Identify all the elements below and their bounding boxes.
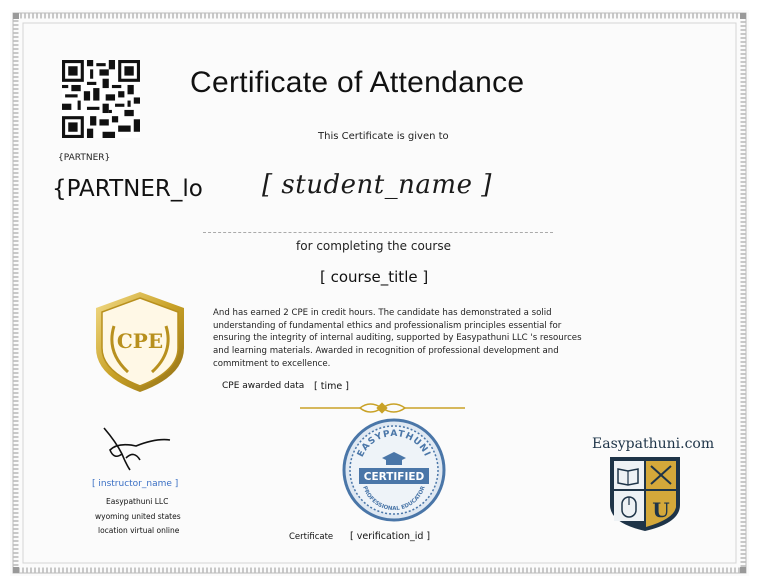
qr-code-icon	[62, 60, 140, 138]
certificate-description: And has earned 2 CPE in credit hours. The candidate has demonstrated a solid understanding of fundamental ethics and professionalism principles essential for ensuring the integrity of internal auditing, supported by Easypathuni LLC 's resources and learning materials. Awarded in recognition of professional development and commitment to excellence.	[213, 308, 582, 369]
completing-text: for completing the course	[296, 239, 451, 253]
corner-mark	[740, 567, 746, 573]
instructor-name: [ instructor_name ]	[92, 479, 179, 489]
certified-seal-icon	[342, 418, 446, 522]
cpe-awarded-label: CPE awarded data	[222, 381, 305, 391]
certificate-label: Certificate	[289, 532, 334, 542]
cpe-badge-text: CPE	[116, 329, 164, 353]
brand-name: Easypathuni.com	[592, 436, 715, 452]
brand-shield-letter: U	[652, 498, 670, 522]
cpe-awarded-time: [ time ]	[314, 381, 349, 392]
brand-shield-logo	[608, 455, 682, 533]
corner-mark	[740, 13, 746, 19]
name-divider	[203, 232, 553, 233]
student-name: [ student_name ]	[262, 170, 492, 200]
given-to-text: This Certificate is given to	[318, 131, 449, 142]
certificate-title: Certificate of Attendance	[190, 66, 525, 99]
partner-logo-text: {PARTNER_lo	[52, 176, 203, 202]
verification-id: [ verification_id ]	[350, 531, 431, 542]
ornament-divider	[300, 398, 465, 418]
partner-label: {PARTNER}	[58, 153, 111, 163]
seal-bottom-text: PROFESSIONAL EDUCATOR	[361, 485, 427, 513]
seal-main-text: CERTIFIED	[363, 471, 425, 483]
signature-icon	[96, 420, 176, 475]
instructor-address-line2: location virtual online	[98, 526, 180, 535]
course-title: [ course_title ]	[320, 268, 429, 286]
instructor-address-line1: wyoming united states	[95, 512, 181, 521]
seal-top-text: EASYPATHUNI	[355, 428, 433, 459]
cpe-laurel-badge-icon	[90, 290, 190, 394]
instructor-org: Easypathuni LLC	[106, 497, 169, 506]
corner-mark	[13, 567, 19, 573]
corner-mark	[13, 13, 19, 19]
